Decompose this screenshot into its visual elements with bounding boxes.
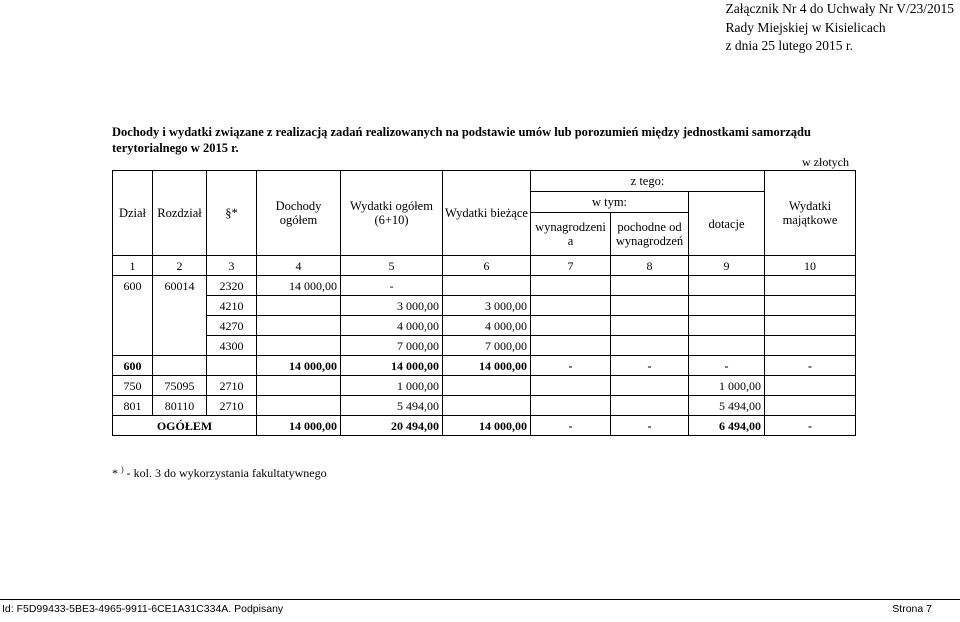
cell [153,296,207,316]
cell: 2710 [207,396,257,416]
header-rozdzial: Rozdział [153,171,207,256]
cell: 801 [113,396,153,416]
footnote-text: - kol. 3 do wykorzystania fakultatywnego [123,466,327,480]
cell: - [765,416,856,436]
cell [113,316,153,336]
cell [689,316,765,336]
page-footer [0,599,960,615]
cell: - [531,356,611,376]
cell: 75095 [153,376,207,396]
header-paragraph: §* [207,171,257,256]
cell: 14 000,00 [443,356,531,376]
cell: - [341,276,443,296]
section-total-row [113,356,856,376]
cell [531,376,611,396]
cell [531,396,611,416]
cell [531,336,611,356]
header-dochody: Dochody ogółem [257,171,341,256]
cell [257,376,341,396]
unit-label: w złotych [802,155,849,169]
header-line-3: z dnia 25 lutego 2015 r. [725,38,854,53]
col-number: 10 [765,256,856,276]
cell [765,276,856,296]
cell [257,396,341,416]
cell [443,276,531,296]
footnote [112,465,327,481]
page-number: Strona 7 [892,603,932,615]
cell [531,316,611,336]
cell [689,296,765,316]
header-pochodne: pochodne od wynagrodzeń [611,213,689,256]
col-number: 6 [443,256,531,276]
cell: 600 [113,276,153,296]
column-numbers-row [113,256,856,276]
col-number: 5 [341,256,443,276]
col-number: 9 [689,256,765,276]
grand-total-row [113,416,856,436]
cell [689,336,765,356]
cell: - [531,416,611,436]
budget-table [112,170,856,436]
header-wydatki-ogolem: Wydatki ogółem (6+10) [341,171,443,256]
cell [257,316,341,336]
cell [689,276,765,296]
footnote-sup: ) [121,465,124,474]
table-row [113,336,856,356]
cell: 4 000,00 [443,316,531,336]
cell: 7 000,00 [443,336,531,356]
table-row [113,276,856,296]
cell: 7 000,00 [341,336,443,356]
cell: 14 000,00 [257,356,341,376]
cell [113,296,153,316]
cell: 3 000,00 [443,296,531,316]
cell: 20 494,00 [341,416,443,436]
cell: 4270 [207,316,257,336]
col-number: 4 [257,256,341,276]
cell [611,336,689,356]
cell [153,356,207,376]
cell [765,316,856,336]
cell [531,296,611,316]
cell [765,296,856,316]
cell: 14 000,00 [341,356,443,376]
cell: 1 000,00 [689,376,765,396]
header-line-1: Załącznik Nr 4 do Uchwały Nr V/23/2015 [725,1,954,16]
cell: - [611,356,689,376]
cell [113,336,153,356]
col-number: 7 [531,256,611,276]
cell [207,356,257,376]
cell: 3 000,00 [341,296,443,316]
document-title: Dochody i wydatki związane z realizacją zadań realizowanych na podstawie umów lub porozumień między jednostkami samorządu terytorialnego w 2015 r. [112,125,811,155]
cell: 14 000,00 [257,276,341,296]
header-z-tego: z tego: [531,171,765,192]
cell: - [765,356,856,376]
header-w-tym: w tym: [531,192,689,213]
footnote-mark: * [112,466,118,480]
cell [611,276,689,296]
cell: 6 494,00 [689,416,765,436]
cell [765,376,856,396]
cell: 750 [113,376,153,396]
col-number: 2 [153,256,207,276]
table-row [113,296,856,316]
col-number: 1 [113,256,153,276]
cell: 5 494,00 [341,396,443,416]
cell: 2710 [207,376,257,396]
cell [765,396,856,416]
cell [765,336,856,356]
cell [611,376,689,396]
cell: 14 000,00 [257,416,341,436]
cell [257,296,341,316]
header-wydatki-biezace: Wydatki bieżące [443,171,531,256]
header-wynagrodzenia: wynagrodzeni a [531,213,611,256]
cell: 600 [113,356,153,376]
cell [531,276,611,296]
cell: 2320 [207,276,257,296]
total-label: OGÓŁEM [113,416,257,436]
table-row [113,396,856,416]
cell [153,336,207,356]
cell: - [611,416,689,436]
cell: 4 000,00 [341,316,443,336]
cell [153,316,207,336]
table-row [113,376,856,396]
cell [443,376,531,396]
cell: 4210 [207,296,257,316]
table-row [113,316,856,336]
document-id: Id: F5D99433-5BE3-4965-9911-6CE1A31C334A. Podpisany [2,603,284,615]
cell [257,336,341,356]
header-dotacje: dotacje [689,192,765,256]
cell [443,396,531,416]
cell: 60014 [153,276,207,296]
cell: 4300 [207,336,257,356]
header-line-2: Rady Miejskiej w Kisielicach [725,19,886,35]
cell: 1 000,00 [341,376,443,396]
resolution-header [726,0,954,56]
cell [611,296,689,316]
cell: 5 494,00 [689,396,765,416]
col-number: 8 [611,256,689,276]
cell [611,316,689,336]
header-majatkowe: Wydatki majątkowe [765,171,856,256]
cell [611,396,689,416]
cell: 14 000,00 [443,416,531,436]
cell: - [689,356,765,376]
header-dzial: Dział [113,171,153,256]
col-number: 3 [207,256,257,276]
cell: 80110 [153,396,207,416]
